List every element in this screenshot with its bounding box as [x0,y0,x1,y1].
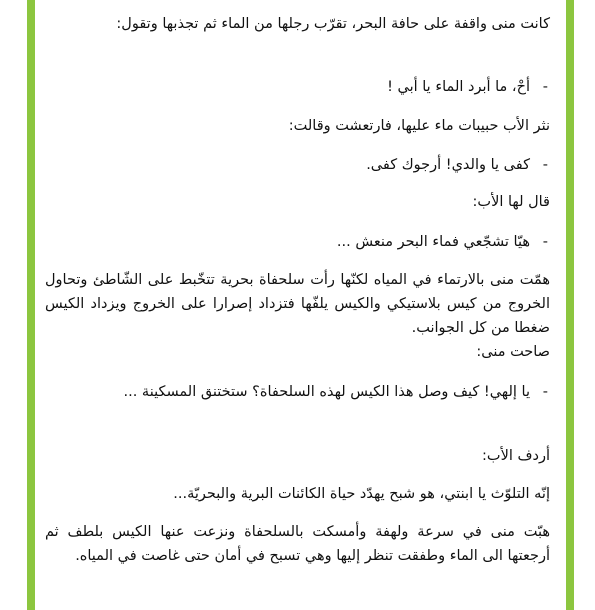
paragraph-6: أردف الأب: [482,448,550,464]
dialogue-line-4: - يا إلهي! كيف وصل هذا الكيس لهذه السلحفاة؟ ستختنق المسكينة ... [45,380,550,404]
paragraph-4: همّت منى بالارتماء في المياه لكنّها رأت سلحفاة بحرية تتخّبط على الشّاطئ وتحاول الخروج من كيس بلاستيكي والكيس يلفّها فتزداد إصرارا على الخروج ويزداد الكيس ضغطا من كل الجوانب. [45,272,550,336]
dialogue-line-3: - هيّا تشجّعي فماء البحر منعش ... [45,230,550,254]
paragraph-5: صاحت منى: [476,344,550,360]
dialogue-line-1: - أحْ، ما أبرد الماء يا أبي ! [45,75,550,99]
paragraph-1: كانت منى واقفة على حافة البحر، تقرّب رجلها من الماء ثم تجذبها وتقول: [116,16,550,32]
page-border-right [566,0,574,610]
paragraph-3: قال لها الأب: [472,194,550,210]
paragraph-2: نثر الأب حبيبات ماء عليها، فارتعشت وقالت: [288,118,550,134]
dialogue-line-2: - كفى يا والدي! أرجوك كفى. [45,153,550,177]
paragraph-8: هبّت منى في سرعة ولهفة وأمسكت بالسلحفاة ونزعت عنها الكيس بلطف ثم أرجعتها الى الماء وطفقت تنظر إليها وهي تسبح في أمان حتى غاصت في المياه. [45,524,550,564]
paragraph-7: إنّه التلوّث يا ابنتي، هو شبح يهدّد حياة الكائنات البرية والبحريّة... [173,486,550,502]
page-border-left [27,0,35,610]
